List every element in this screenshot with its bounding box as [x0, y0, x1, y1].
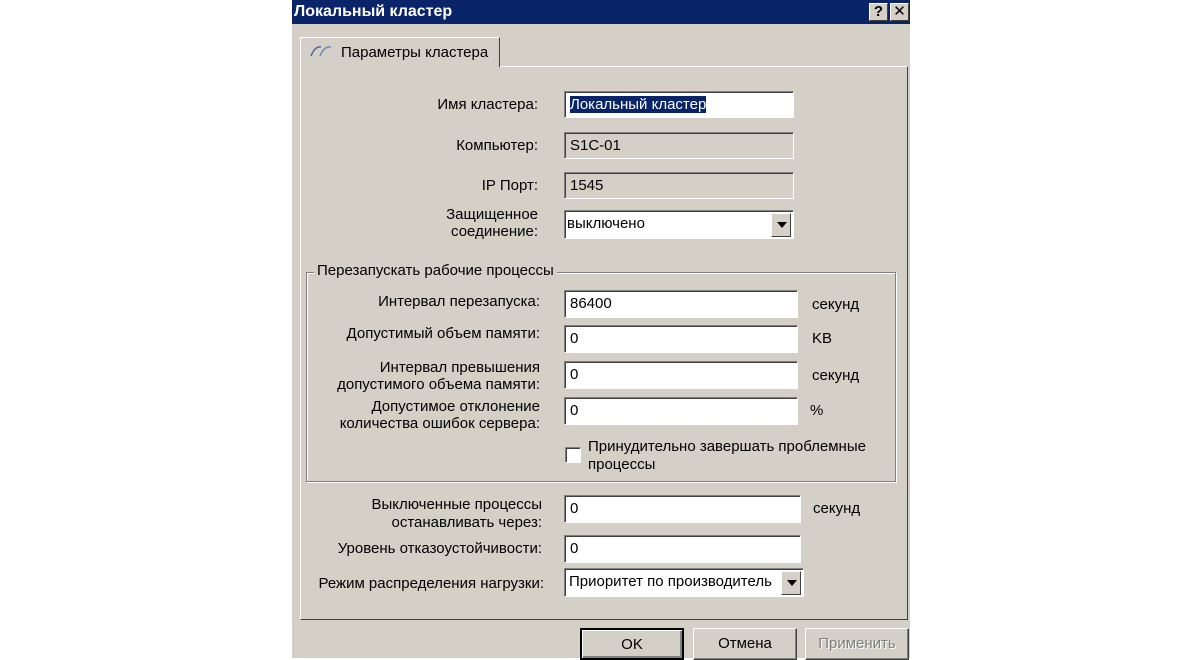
- tab-label: Параметры кластера: [341, 44, 489, 61]
- error-deviation-label-line2: количества ошибок сервера:: [339, 415, 540, 432]
- stop-disabled-unit: секунд: [813, 500, 861, 517]
- restart-interval-unit: секунд: [812, 296, 860, 313]
- memory-exceed-label-line1: Интервал превышения: [379, 359, 540, 376]
- fault-tolerance-input[interactable]: 0: [564, 535, 801, 563]
- restart-interval-label: Интервал перезапуска:: [378, 293, 540, 310]
- close-button[interactable]: ✕: [890, 3, 909, 21]
- computer-label: Компьютер:: [456, 137, 538, 154]
- load-balancing-label: Режим распределения нагрузки:: [318, 575, 544, 592]
- title-bar[interactable]: [292, 0, 910, 24]
- memory-limit-label: Допустимый объем памяти:: [346, 325, 540, 342]
- fault-tolerance-label: Уровень отказоустойчивости:: [337, 540, 542, 557]
- secure-connection-select[interactable]: [564, 210, 794, 239]
- secure-connection-value: выключено: [567, 215, 645, 232]
- stop-disabled-input[interactable]: 0: [564, 495, 801, 523]
- memory-exceed-label-line2: допустимого объема памяти:: [337, 376, 540, 393]
- cluster-icon: [309, 44, 333, 62]
- memory-exceed-interval-unit: секунд: [812, 367, 860, 384]
- load-balancing-value: Приоритет по производитель: [569, 573, 772, 590]
- window-title: Локальный кластер: [294, 3, 453, 20]
- error-deviation-unit: %: [810, 402, 824, 419]
- force-terminate-label-line2: процессы: [588, 456, 656, 473]
- ip-port-field: 1545: [564, 172, 794, 199]
- restart-interval-input[interactable]: 86400: [564, 290, 798, 318]
- ip-port-label: IP Порт:: [481, 177, 538, 194]
- cancel-button[interactable]: Отмена: [693, 628, 797, 660]
- force-terminate-checkbox[interactable]: [565, 447, 581, 463]
- cluster-name-label: Имя кластера:: [437, 96, 538, 113]
- apply-button[interactable]: Применить: [805, 628, 909, 660]
- secure-connection-label-line1: Защищенное: [446, 206, 538, 223]
- error-deviation-label-line1: Допустимое отклонение: [371, 398, 540, 415]
- secure-connection-label-line2: соединение:: [451, 223, 538, 240]
- memory-limit-input[interactable]: 0: [564, 325, 798, 353]
- memory-limit-unit: KB: [812, 330, 833, 347]
- load-balancing-select[interactable]: [564, 568, 804, 597]
- memory-exceed-interval-input[interactable]: 0: [564, 361, 798, 389]
- tab-cluster-parameters[interactable]: [300, 37, 500, 67]
- restart-group-title: Перезапускать рабочие процессы: [314, 262, 557, 279]
- ok-button[interactable]: OK: [580, 628, 684, 660]
- chevron-down-icon[interactable]: [771, 213, 791, 237]
- computer-field: S1C-01: [564, 132, 794, 159]
- stop-disabled-label-line1: Выключенные процессы: [371, 496, 542, 513]
- chevron-down-icon[interactable]: [781, 571, 801, 595]
- cluster-name-input[interactable]: Локальный кластер: [564, 91, 794, 118]
- help-button[interactable]: ?: [869, 3, 888, 21]
- force-terminate-label-line1: Принудительно завершать проблемные: [588, 438, 866, 455]
- stop-disabled-label-line2: останавливать через:: [391, 514, 542, 531]
- error-deviation-input[interactable]: 0: [564, 397, 798, 425]
